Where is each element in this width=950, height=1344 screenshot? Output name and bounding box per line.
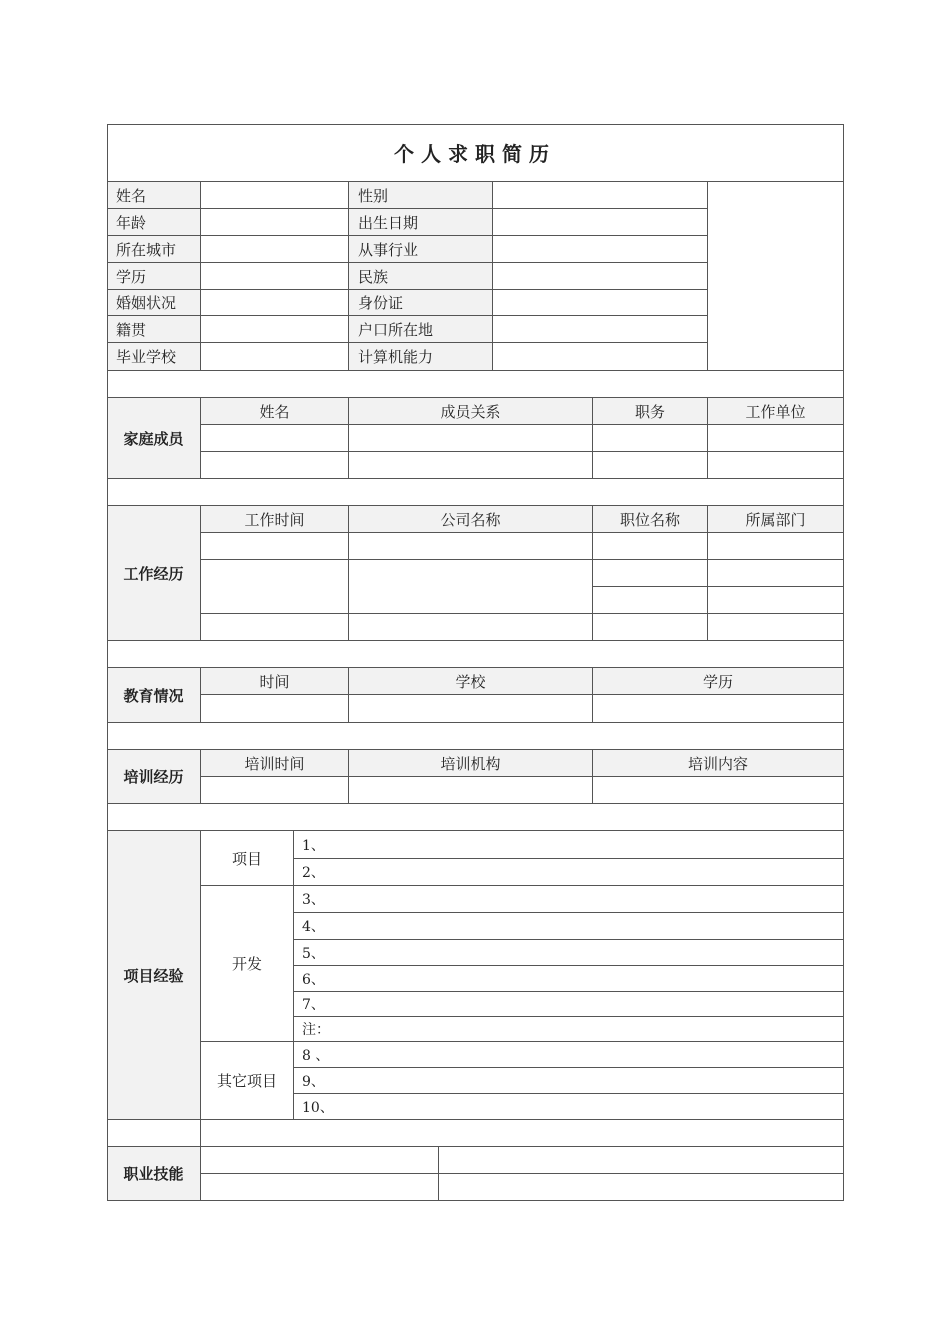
city-label: 所在城市 [107, 236, 201, 263]
id-card-field[interactable] [493, 290, 708, 316]
project-item[interactable]: 5、 [294, 940, 844, 966]
work-cell[interactable] [201, 614, 349, 641]
work-header-time: 工作时间 [201, 506, 349, 533]
ethnicity-label: 民族 [349, 263, 493, 290]
family-header-position: 职务 [593, 398, 708, 425]
origin-label: 籍贯 [107, 316, 201, 343]
skill-cell[interactable] [201, 1174, 439, 1201]
spacer-row [107, 804, 844, 831]
education-header-school: 学校 [349, 668, 593, 695]
project-item[interactable]: 2、 [294, 859, 844, 886]
training-header-content: 培训内容 [593, 750, 844, 777]
spacer-row [107, 479, 844, 506]
family-header-relation: 成员关系 [349, 398, 593, 425]
project-note[interactable]: 注： [294, 1017, 844, 1042]
training-header-institution: 培训机构 [349, 750, 593, 777]
training-cell[interactable] [201, 777, 349, 804]
work-cell[interactable] [349, 560, 593, 614]
work-cell[interactable] [593, 560, 708, 587]
training-heading: 培训经历 [123, 768, 184, 786]
training-header-time: 培训时间 [201, 750, 349, 777]
city-field[interactable] [201, 236, 349, 263]
origin-field[interactable] [201, 316, 349, 343]
project-group-project: 项目 [201, 831, 294, 886]
computer-skill-field[interactable] [493, 343, 708, 371]
hukou-field[interactable] [493, 316, 708, 343]
work-cell[interactable] [708, 560, 844, 587]
name-field[interactable] [201, 182, 349, 209]
family-cell[interactable] [349, 452, 593, 479]
family-cell[interactable] [349, 425, 593, 452]
page-title: 个人求职简历 [394, 142, 556, 166]
degree-label: 学历 [107, 263, 201, 290]
family-header-employer: 工作单位 [708, 398, 844, 425]
project-group-development: 开发 [201, 886, 294, 1042]
age-field[interactable] [201, 209, 349, 236]
spacer-cell [201, 1120, 844, 1147]
work-section-label [107, 506, 201, 641]
spacer-cell [107, 1120, 201, 1147]
project-item[interactable]: 4、 [294, 913, 844, 940]
family-cell[interactable] [201, 452, 349, 479]
project-heading: 项目经验 [123, 966, 184, 985]
education-section-label [107, 668, 201, 723]
work-header-title: 职位名称 [593, 506, 708, 533]
family-header-name: 姓名 [201, 398, 349, 425]
ethnicity-field[interactable] [493, 263, 708, 290]
project-item[interactable]: 6、 [294, 966, 844, 992]
work-header-company: 公司名称 [349, 506, 593, 533]
education-cell[interactable] [349, 695, 593, 723]
work-cell[interactable] [593, 533, 708, 560]
gender-label: 性别 [349, 182, 493, 209]
skill-cell[interactable] [439, 1147, 844, 1174]
birth-date-field[interactable] [493, 209, 708, 236]
marital-label: 婚姻状况 [107, 290, 201, 316]
project-group-other: 其它项目 [201, 1042, 294, 1120]
resume-title-cell [107, 124, 844, 182]
photo-box[interactable] [708, 182, 844, 371]
spacer-row [107, 371, 844, 398]
education-header-time: 时间 [201, 668, 349, 695]
project-item[interactable]: 9、 [294, 1068, 844, 1094]
id-card-label: 身份证 [349, 290, 493, 316]
training-section-label [107, 750, 201, 804]
family-cell[interactable] [593, 452, 708, 479]
project-item[interactable]: 1、 [294, 831, 844, 859]
birth-date-label: 出生日期 [349, 209, 493, 236]
computer-skill-label: 计算机能力 [349, 343, 493, 371]
project-item[interactable]: 8 、 [294, 1042, 844, 1068]
work-cell[interactable] [708, 587, 844, 614]
family-cell[interactable] [708, 452, 844, 479]
school-label: 毕业学校 [107, 343, 201, 371]
education-cell[interactable] [201, 695, 349, 723]
training-cell[interactable] [349, 777, 593, 804]
industry-label: 从事行业 [349, 236, 493, 263]
industry-field[interactable] [493, 236, 708, 263]
work-header-department: 所属部门 [708, 506, 844, 533]
skills-heading: 职业技能 [123, 1165, 184, 1183]
skill-cell[interactable] [201, 1147, 439, 1174]
age-label: 年龄 [107, 209, 201, 236]
project-item[interactable]: 10、 [294, 1094, 844, 1120]
hukou-label: 户口所在地 [349, 316, 493, 343]
spacer-row [107, 641, 844, 668]
education-header-degree: 学历 [593, 668, 844, 695]
skill-cell[interactable] [439, 1174, 844, 1201]
family-cell[interactable] [593, 425, 708, 452]
degree-field[interactable] [201, 263, 349, 290]
family-section-label [107, 398, 201, 479]
skills-section-label [107, 1147, 201, 1201]
work-cell[interactable] [201, 560, 349, 614]
school-field[interactable] [201, 343, 349, 371]
family-cell[interactable] [201, 425, 349, 452]
work-cell[interactable] [349, 533, 593, 560]
work-cell[interactable] [201, 533, 349, 560]
project-item[interactable]: 3、 [294, 886, 844, 913]
gender-field[interactable] [493, 182, 708, 209]
work-cell[interactable] [349, 614, 593, 641]
project-section-label [107, 831, 201, 1120]
spacer-row [107, 723, 844, 750]
work-cell[interactable] [593, 614, 708, 641]
education-cell[interactable] [593, 695, 844, 723]
name-label: 姓名 [107, 182, 201, 209]
work-cell[interactable] [708, 533, 844, 560]
education-heading: 教育情况 [123, 686, 184, 705]
family-cell[interactable] [708, 425, 844, 452]
work-cell[interactable] [593, 587, 708, 614]
training-cell[interactable] [593, 777, 844, 804]
family-heading: 家庭成员 [123, 429, 184, 448]
project-item[interactable]: 7、 [294, 992, 844, 1017]
marital-field[interactable] [201, 290, 349, 316]
work-heading: 工作经历 [123, 564, 184, 583]
work-cell[interactable] [708, 614, 844, 641]
